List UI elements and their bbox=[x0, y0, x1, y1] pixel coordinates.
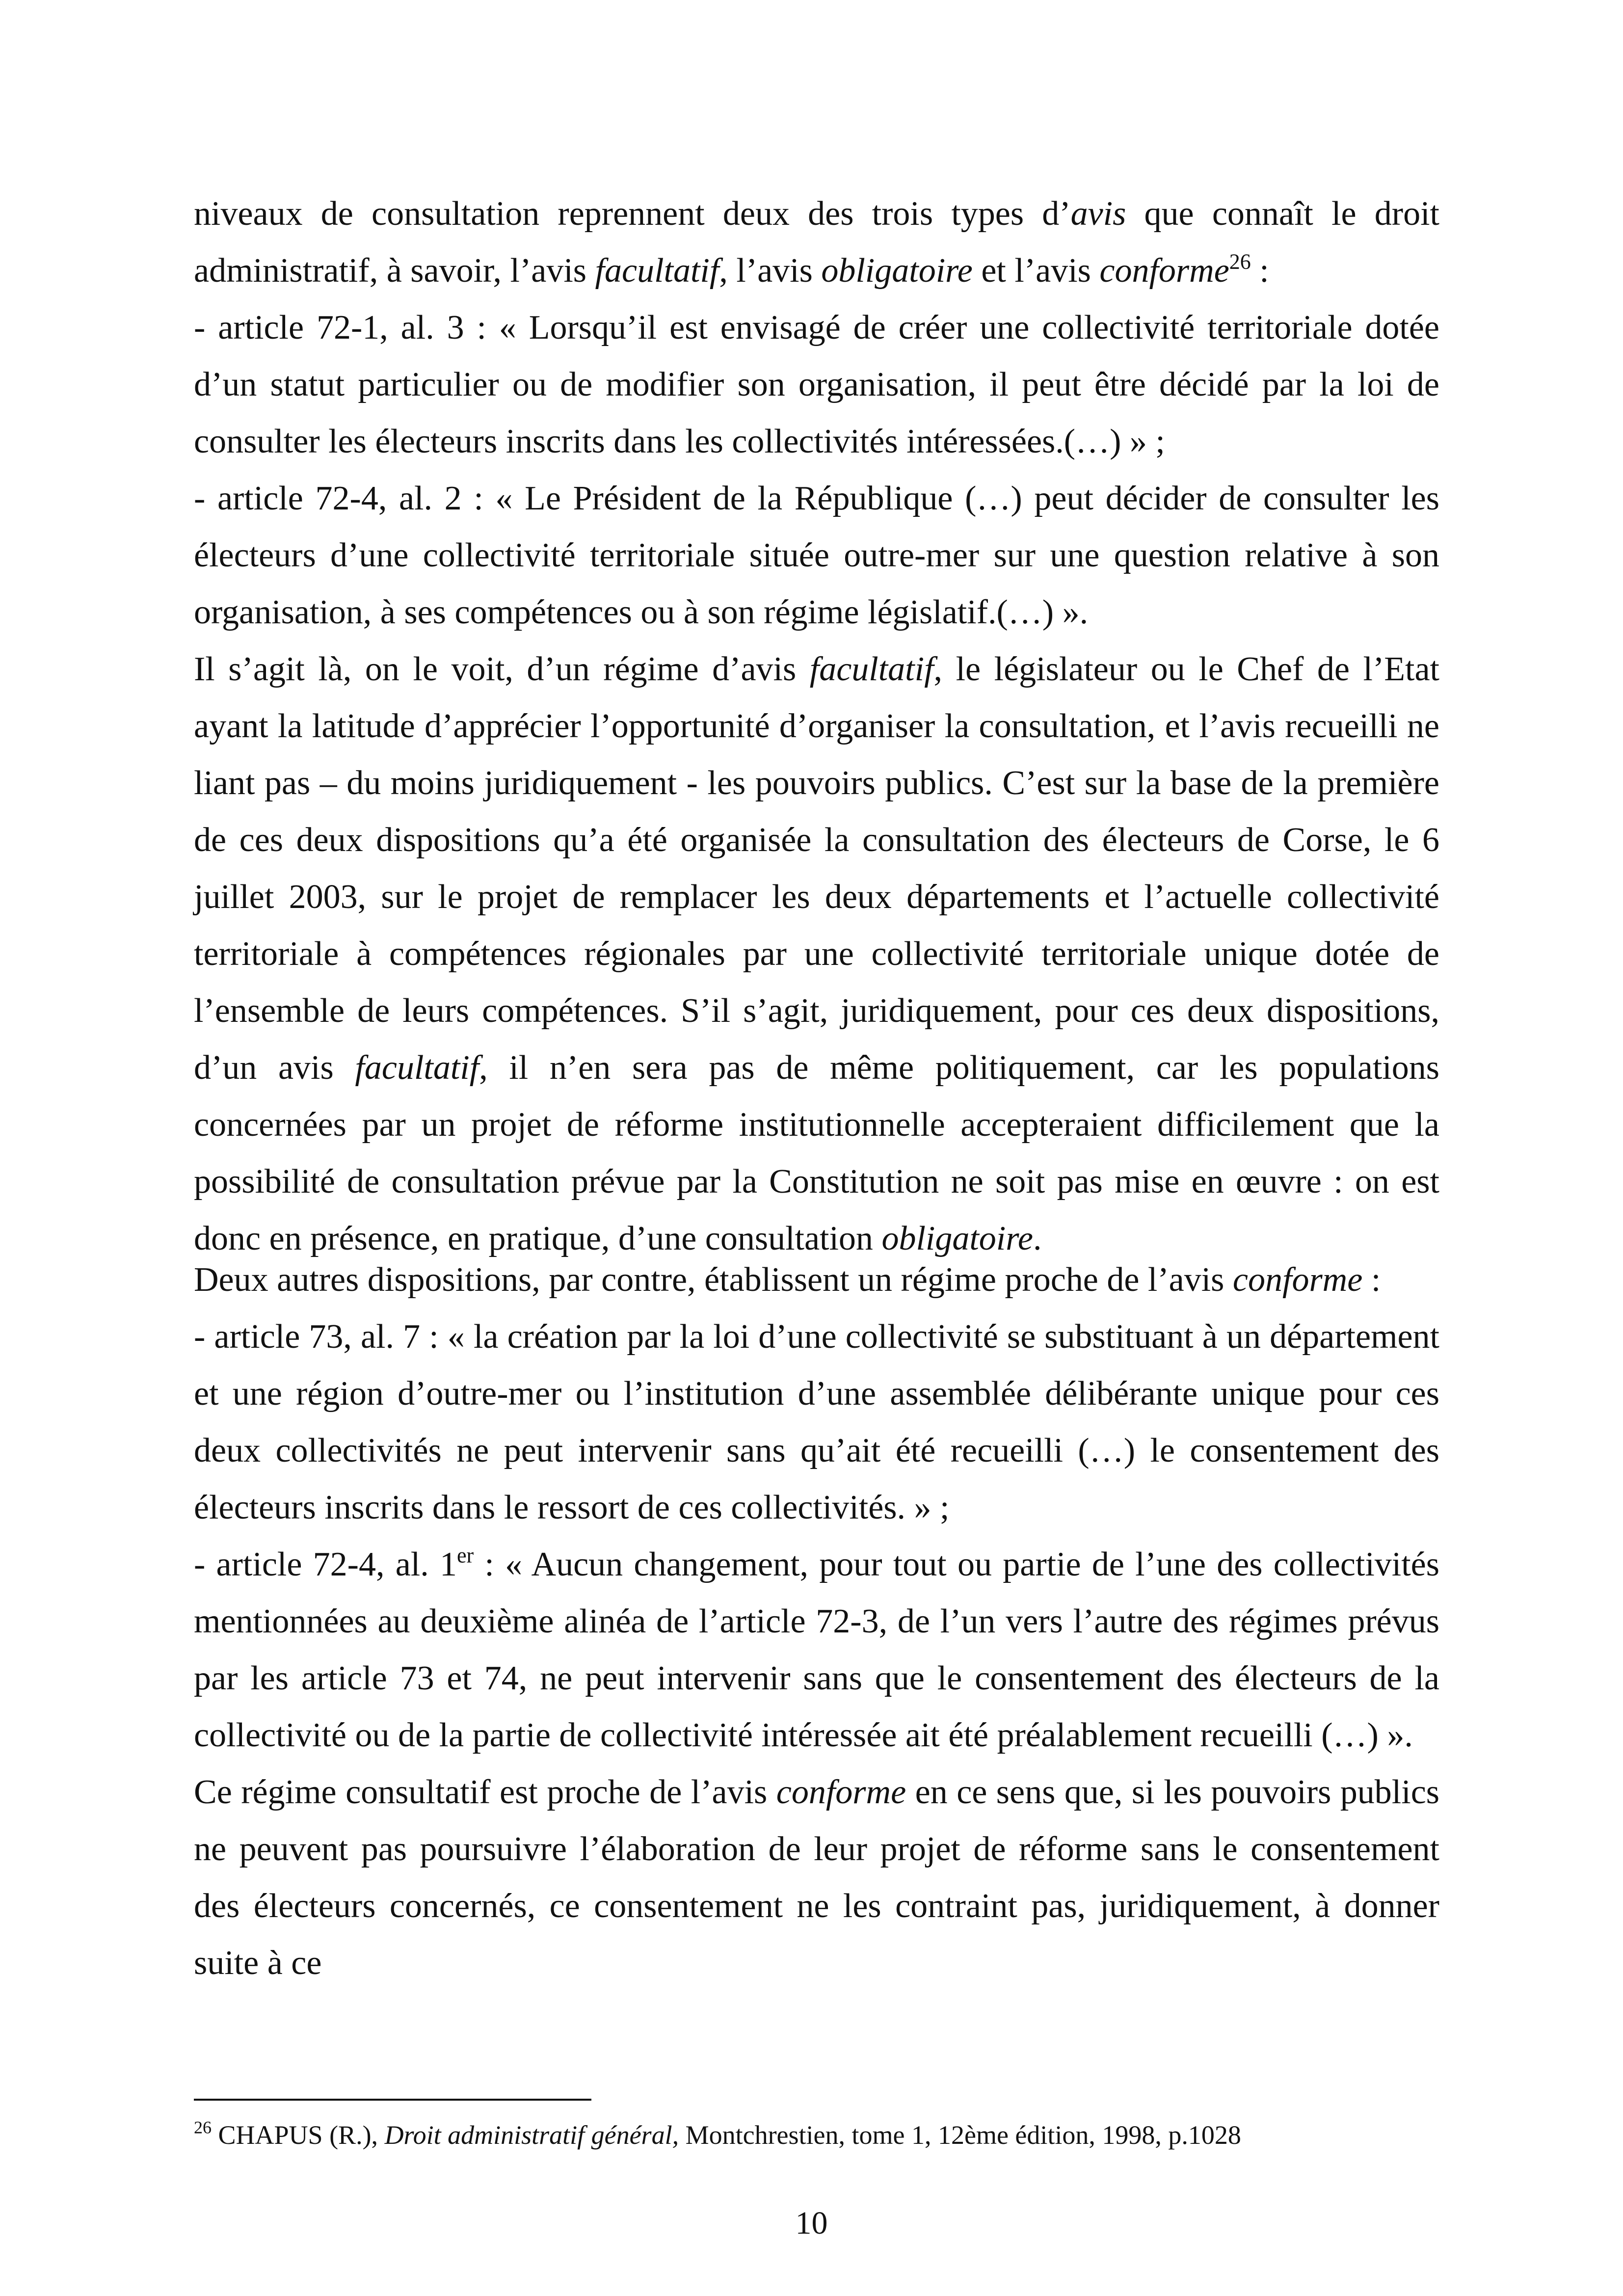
paragraph-avis-types: niveaux de consultation reprennent deux des trois types d’avis que connaît le droit administratif, à savoir, l’avis facultatif, l’avis obligatoire et l’avis conforme$^{26}$ : bbox=[194, 195, 1439, 290]
paragraph-article-72-1: - article 72-1, al. 3 : « Lorsqu’il est envisagé de créer une collectivité territoriale dotée d’un statut particulier ou de modifier son organisation, il peut être décidé par la loi de consulter les électeurs inscrits dans les collectivités intéressées.(…) » ; bbox=[194, 309, 1439, 460]
page-number: 10 bbox=[795, 2205, 828, 2241]
paragraph-facultatif-regime: Il s’agit là, on le voit, d’un régime d’avis facultatif, le législateur ou le Chef de l’Etat ayant la latitude d’apprécier l’opportunité d’organiser la consultation, et l’avis recueilli ne liant pas – du moins juridiquement - les pouvoirs publics. C’est sur la base de la première de ces deux dispositions qu’a été organisée la consultation des électeurs de Corse, le 6 juillet 2003, sur le projet de remplacer les deux départements et l’actuelle collectivité territoriale à compétences régionales par une collectivité territoriale unique dotée de l’ensemble de leurs compétences. S’il s’agit, juridiquement, pour ces deux dispositions, d’un avis facultatif, il n’en sera pas de même politiquement, car les populations concernées par un projet de réforme institutionnelle accepteraient difficilement que la possibilité de consultation prévue par la Constitution ne soit pas mise en œuvre : on est donc en présence, en pratique, d’une consultation obligatoire. bbox=[194, 650, 1439, 1257]
body-text-lower bbox=[194, 1252, 1439, 1992]
footnote: $^{26}$ CHAPUS (R.), Droit administratif général, Montchrestien, tome 1, 12ème édition, 1998, p.1028 bbox=[194, 2117, 1241, 2150]
footnote-number: 26 bbox=[194, 2117, 212, 2137]
paragraph-article-72-4-al2: - article 72-4, al. 2 : « Le Président de la République (…) peut décider de consulter les électeurs d’une collectivité territoriale située outre-mer sur une question relative à son organisation, à ses compétences ou à son régime législatif.(…) ». bbox=[194, 480, 1439, 631]
paragraph-article-73: - article 73, al. 7 : « la création par la loi d’une collectivité se substituant à un département et une région d’outre-mer ou l’institution d’une assemblée délibérante unique pour ces deux collectivités ne peut intervenir sans qu’ait été recueilli (…) le consentement des électeurs inscrits dans le ressort de ces collectivités. » ; bbox=[194, 1318, 1439, 1526]
paragraph-article-72-4-al1: - article 72-4, al. 1er : « Aucun changement, pour tout ou partie de l’une des collectivités mentionnées au deuxième alinéa de l’article 72-3, de l’un vers l’autre des régimes prévus par les article 73 et 74, ne peut intervenir sans que le consentement des électeurs de la collectivité ou de la partie de collectivité intéressée ait été préalablement recueilli (…) ». bbox=[194, 1543, 1439, 1754]
footnote-divider bbox=[194, 2099, 591, 2101]
paragraph-conforme-regime: Ce régime consultatif est proche de l’avis conforme en ce sens que, si les pouvoirs publics ne peuvent pas poursuivre l’élaboration de leur projet de réforme sans le consentement des électeurs concernés, ce consentement ne les contraint pas, juridiquement, à donner suite à ce bbox=[194, 1773, 1439, 1982]
paragraph-conforme-intro: Deux autres dispositions, par contre, établissent un régime proche de l’avis conforme : bbox=[194, 1261, 1381, 1299]
body-text-upper bbox=[194, 186, 1439, 1267]
footnote-title: Droit administratif général, bbox=[384, 2120, 679, 2150]
footnote-reference: 26 bbox=[1229, 249, 1251, 274]
